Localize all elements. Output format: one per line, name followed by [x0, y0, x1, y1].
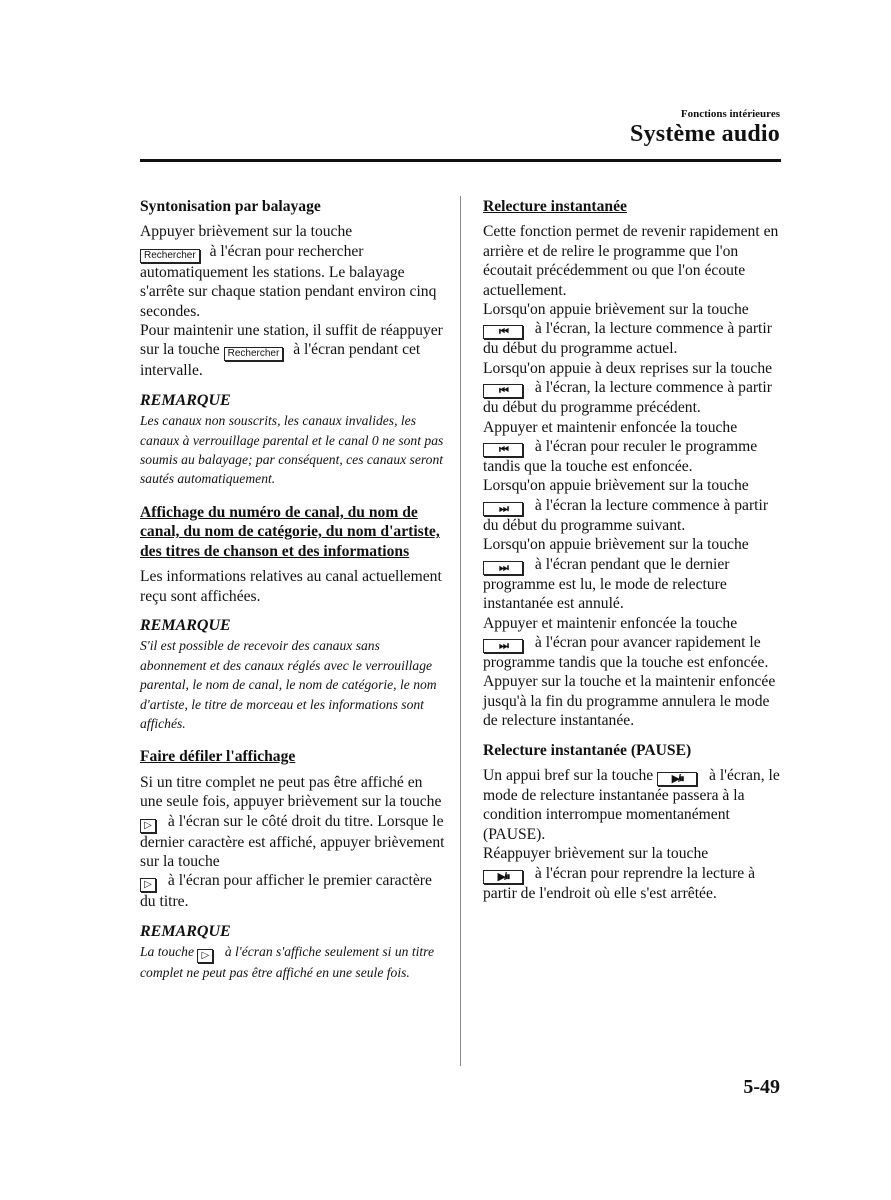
paragraph: Cette fonction permet de revenir rapidement en arrière et de relire le programme que l'on écoutait précédemment ou que l'on écoute actuellement. — [483, 223, 779, 299]
play-pause-key-icon: ▶/⏸ — [483, 870, 523, 884]
previous-track-key-icon: ⏮ — [483, 443, 523, 457]
scroll-right-key-icon: ▷ — [140, 878, 156, 892]
heading-defiler: Faire défiler l'affichage — [140, 748, 296, 766]
scroll-right-key-icon: ▷ — [140, 819, 156, 833]
left-column — [140, 197, 445, 983]
note-text: S'il est possible de recevoir des canaux sans abonnement et des canaux réglés avec le verrouillage parental, le nom de canal, le nom de catégorie, le nom d'artiste, le titre de morceau et les informations sont affichés. — [140, 638, 437, 731]
previous-track-key-icon: ⏮ — [483, 384, 523, 398]
paragraph: Appuyer et maintenir enfoncée la touche ⏮ à l'écran pour reculer le programme tandis que la touche est enfoncée. — [483, 418, 758, 476]
note-heading: REMARQUE — [140, 922, 231, 940]
right-column — [483, 197, 783, 903]
rechercher-key-icon: Rechercher — [224, 347, 284, 361]
heading-pause: Relecture instantanée (PAUSE) — [483, 741, 692, 759]
section-name: Fonctions intérieures — [680, 108, 780, 120]
heading-relecture: Relecture instantanée — [483, 198, 627, 215]
next-track-key-icon: ⏭ — [483, 639, 523, 653]
note-text: La touche ▷ à l'écran s'affiche seulement si un titre complet ne peut pas être affiché en une seule fois. — [140, 944, 434, 981]
paragraph: Si un titre complet ne peut pas être affiché en une seule fois, appuyer brièvement sur la touche ▷ à l'écran sur le côté droit du titre. Lorsque le dernier caractère est affiché, appuyer brièvement sur la touche ▷ à l'écran pour afficher le premier caractère du titre. — [140, 773, 445, 911]
heading-balayage: Syntonisation par balayage — [140, 198, 321, 215]
paragraph: Lorsqu'on appuie brièvement sur la touche ⏭ à l'écran la lecture commence à partir du début du programme suivant. — [483, 477, 769, 534]
page-title: Système audio — [630, 121, 780, 147]
paragraph: Un appui bref sur la touche ▶/⏸ à l'écran, le mode de relecture instantanée passera à la condition interrompue momentanément (PAUSE). — [483, 766, 780, 843]
header-rule — [140, 159, 781, 162]
note-heading: REMARQUE — [140, 391, 231, 409]
paragraph: Appuyer sur la touche et la maintenir enfoncée jusqu'à la fin du programme annulera le mode de relecture instantanée. — [483, 673, 776, 730]
paragraph: Lorsqu'on appuie brièvement sur la touche ⏭ à l'écran pendant que le dernier programme est lu, le mode de relecture instantanée est annulé. — [483, 536, 749, 613]
scroll-right-key-icon: ▷ — [197, 949, 213, 963]
paragraph: Appuyer brièvement sur la touche Rechercher à l'écran pour rechercher automatiquement les stations. Le balayage s'arrête sur chaque station pendant environ cinq secondes. — [140, 223, 437, 320]
paragraph: Les informations relatives au canal actuellement reçu sont affichées. — [140, 568, 442, 605]
paragraph: Lorsqu'on appuie brièvement sur la touche ⏮ à l'écran, la lecture commence à partir du début du programme actuel. — [483, 301, 772, 358]
paragraph: Réappuyer brièvement sur la touche ▶/⏸ à l'écran pour reprendre la lecture à partir de l'endroit où elle s'est arrêtée. — [483, 845, 756, 902]
next-track-key-icon: ⏭ — [483, 561, 523, 575]
previous-track-key-icon: ⏮ — [483, 325, 523, 339]
paragraph: Lorsqu'on appuie à deux reprises sur la touche ⏮ à l'écran, la lecture commence à partir du début du programme précédent. — [483, 359, 773, 417]
paragraph: Appuyer et maintenir enfoncée la touche ⏭ à l'écran pour avancer rapidement le programme tandis que la touche est enfoncée. — [483, 614, 769, 671]
page-number: 5-49 — [743, 1076, 780, 1098]
note-heading: REMARQUE — [140, 616, 231, 634]
paragraph: Pour maintenir une station, il suffit de réappuyer sur la touche Rechercher à l'écran pendant cet intervalle. — [140, 322, 443, 380]
running-header — [681, 108, 780, 120]
play-pause-key-icon: ▶/⏸ — [657, 772, 697, 786]
rechercher-key-icon: Rechercher — [140, 249, 200, 263]
heading-affichage: Affichage du numéro de canal, du nom de canal, du nom de catégorie, du nom d'artiste, des titres de chanson et des informations — [140, 503, 440, 560]
note-text: Les canaux non souscrits, les canaux invalides, les canaux à verrouillage parental et le canal 0 ne sont pas soumis au balayage; par conséquent, ces canaux seront sautés automatiquement. — [140, 413, 444, 487]
next-track-key-icon: ⏭ — [483, 502, 523, 516]
column-divider — [460, 196, 461, 1066]
